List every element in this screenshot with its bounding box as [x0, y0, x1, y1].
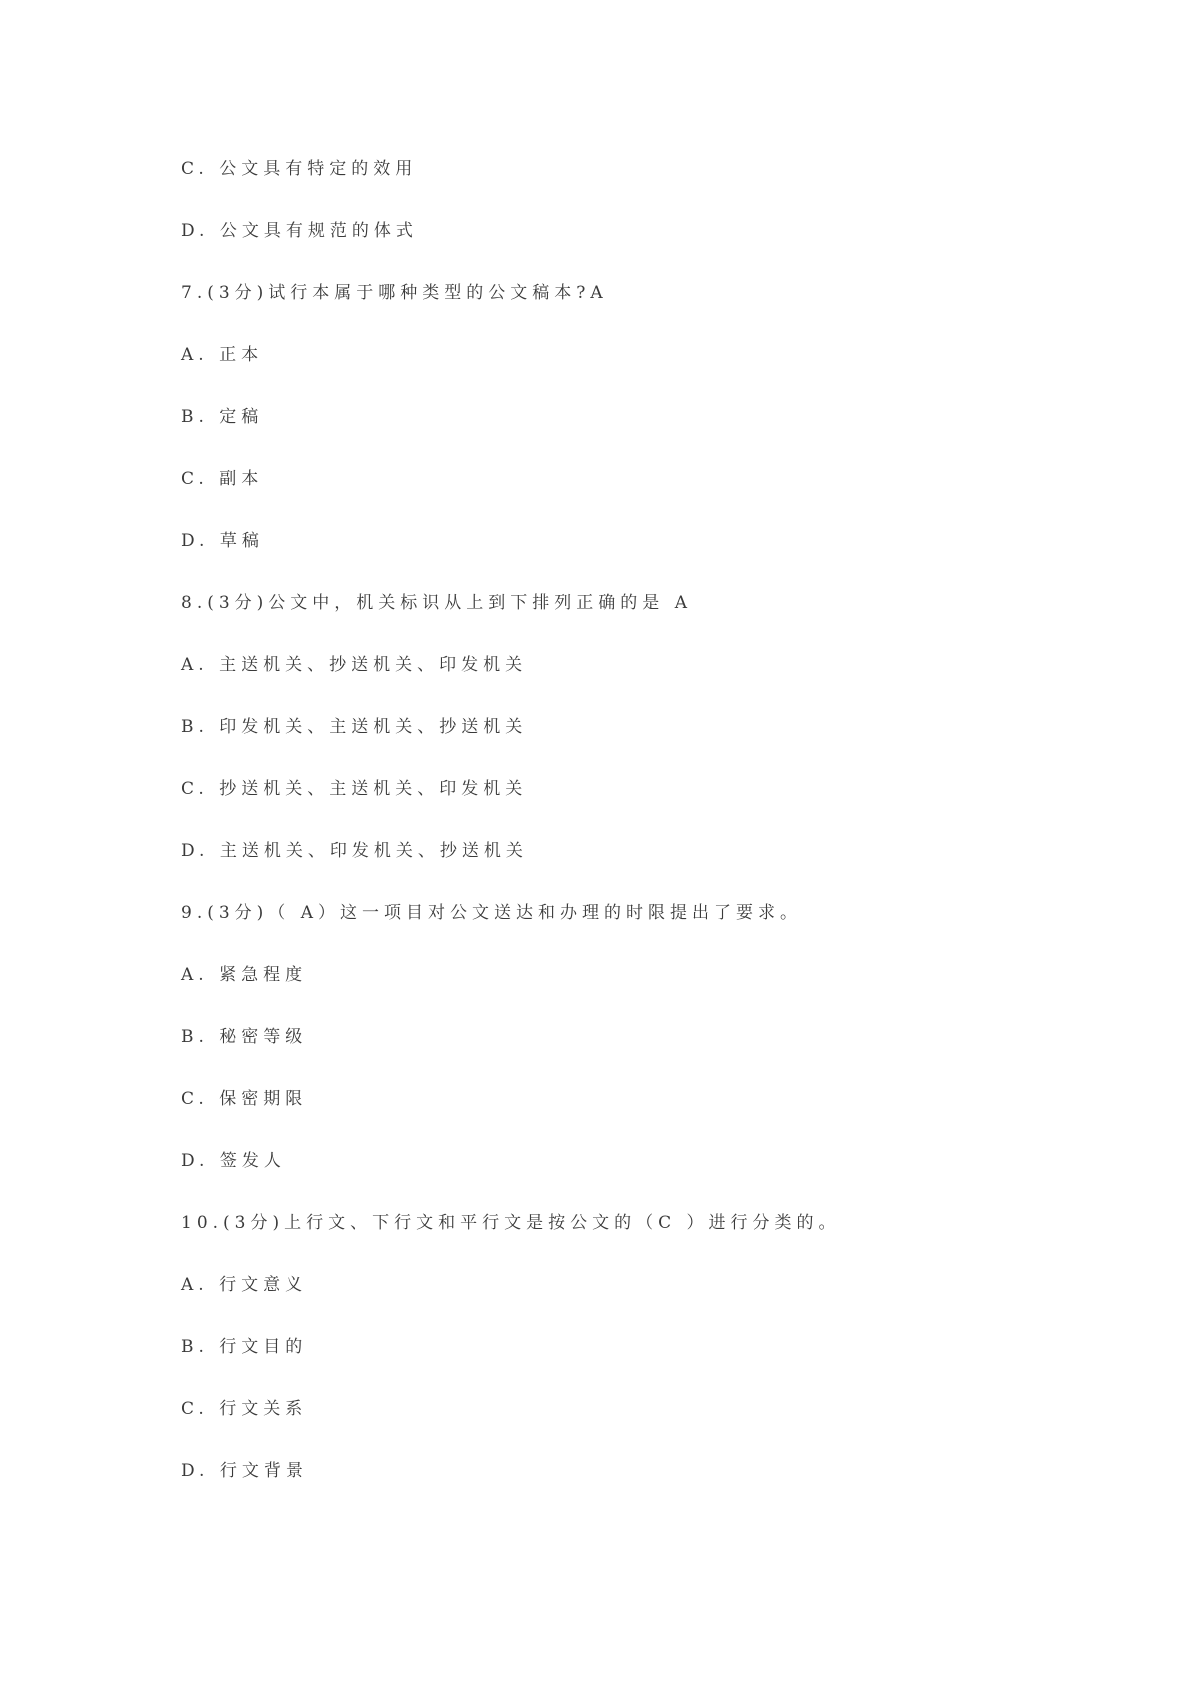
option-line: A. 行文意义 [181, 1275, 308, 1295]
option-line: D. 行文背景 [181, 1461, 308, 1481]
option-line: D. 签发人 [181, 1151, 286, 1171]
option-line: C. 保密期限 [181, 1089, 308, 1109]
option-line: C. 行文关系 [181, 1399, 308, 1419]
option-line: D. 主送机关、印发机关、抄送机关 [181, 841, 528, 861]
option-line: C. 公文具有特定的效用 [181, 159, 418, 179]
question-line: 9.(3分)（ A）这一项目对公文送达和办理的时限提出了要求。 [181, 903, 802, 923]
option-line: A. 主送机关、抄送机关、印发机关 [181, 655, 528, 675]
option-line: A. 正本 [181, 345, 264, 365]
question-line: 10.(3分)上行文、下行文和平行文是按公文的（C ）进行分类的。 [181, 1213, 841, 1233]
question-line: 8.(3分)公文中，机关标识从上到下排列正确的是 A [181, 593, 692, 613]
option-line: C. 抄送机关、主送机关、印发机关 [181, 779, 528, 799]
option-line: B. 定稿 [181, 407, 264, 427]
option-line: A. 紧急程度 [181, 965, 308, 985]
option-line: B. 行文目的 [181, 1337, 308, 1357]
option-line: C. 副本 [181, 469, 264, 489]
option-line: D. 草稿 [181, 531, 264, 551]
option-line: B. 秘密等级 [181, 1027, 308, 1047]
option-line: D. 公文具有规范的体式 [181, 221, 418, 241]
question-line: 7.(3分)试行本属于哪种类型的公文稿本?A [181, 283, 608, 303]
option-line: B. 印发机关、主送机关、抄送机关 [181, 717, 528, 737]
